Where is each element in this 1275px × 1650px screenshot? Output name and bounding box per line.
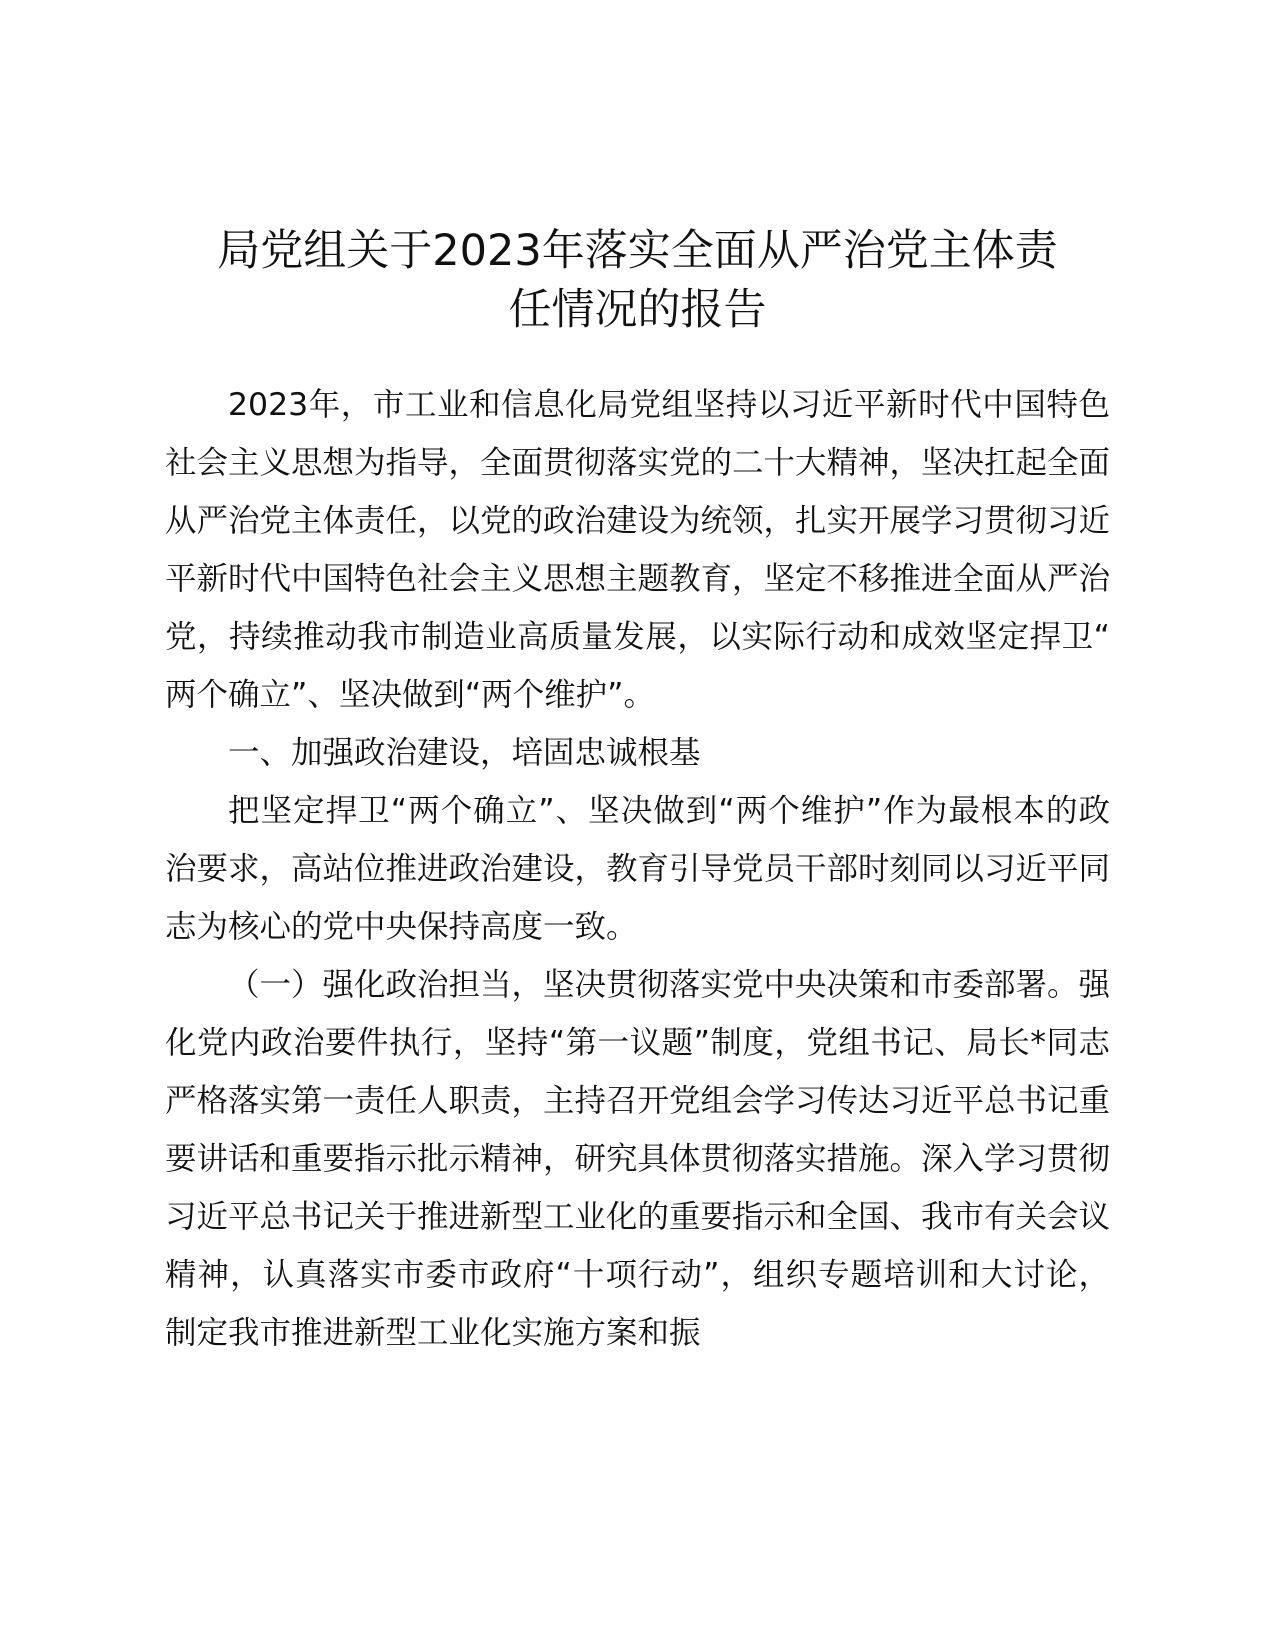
document-title [160,222,1115,340]
paragraph-subsection-1: （一）强化政治担当，坚决贯彻落实党中央决策和市委部署。强化党内政治要件执行，坚持“第一议题”制度，党组书记、局长*同志严格落实第一责任人职责，主持召开党组会学习传达习近平总书记重要讲话和重要指示批示精神，研究具体贯彻落实措施。深入学习贯彻习近平总书记关于推进新型工业化的重要指示和全国、我市有关会议精神，认真落实市委市政府“十项行动”，组织专题培训和大讨论，制定我市推进新型工业化实施方案和振 [165,967,1111,1351]
document-body [165,376,1110,1362]
section-heading-1: 一、加强政治建设，培固忠诚根基 [228,735,701,771]
paragraph-intro: 2023年，市工业和信息化局党组坚持以习近平新时代中国特色社会主义思想为指导，全面贯彻落实党的二十大精神，坚决扛起全面从严治党主体责任，以党的政治建设为统领，扎实开展学习贯彻习近平新时代中国特色社会主义思想主题教育，坚定不移推进全面从严治党，持续推动我市制造业高质量发展，以实际行动和成效坚定捍卫“两个确立”、坚决做到“两个维护”。 [165,387,1111,713]
document-title-line-2: 任情况的报告 [508,285,767,335]
document-title-line-1: 局党组关于2023年落实全面从严治党主体责 [217,226,1058,276]
paragraph-section-1-summary: 把坚定捍卫“两个确立”、坚决做到“两个维护”作为最根本的政治要求，高站位推进政治建设，教育引导党员干部时刻同以习近平同志为核心的党中央保持高度一致。 [165,793,1111,945]
